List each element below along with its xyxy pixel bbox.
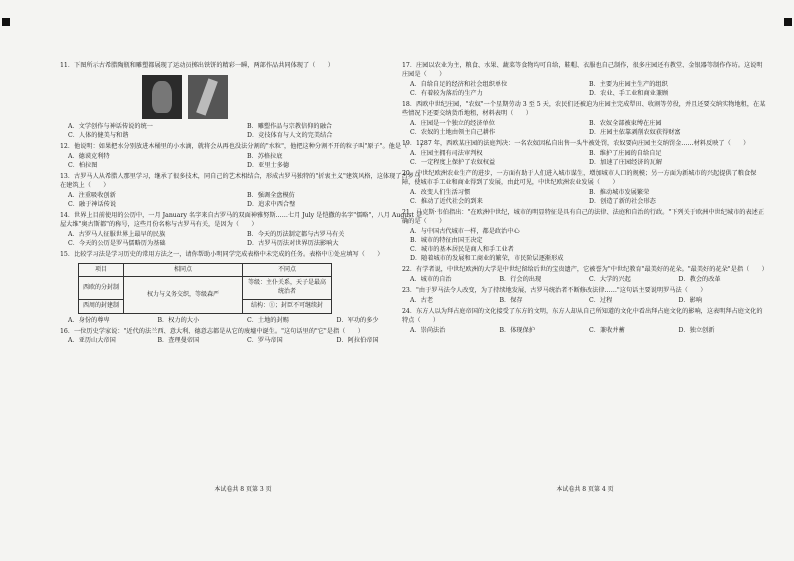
question-stem: 24．东方人以为拜占庭帝国的文化接受了东方的文明，东方人却从自己所知道的文化中看出拜占庭文化的影响，这表明拜占庭文化的特点（ ） [402,307,763,324]
corner-mark [2,18,10,26]
answer-option: B．城市的特征由国王决定 [410,236,483,244]
option-list [68,231,426,249]
right-page [402,62,768,338]
table-cell: 西欧的分封制 [79,277,124,299]
left-page-footer: 本试卷共 8 页第 3 页 [214,486,272,493]
option-list [410,228,768,264]
option-list [68,123,426,141]
question-stem: 13．古罗马人从希腊人那里学习，继承了很多技术，同自己的艺术相结合，形成古罗马独特的"折衷主义"建筑风格，这体现了古罗马在建筑上（ ） [60,172,421,189]
option-list [410,120,768,138]
answer-option: B．体现保护 [499,326,535,334]
answer-option: D．教会的改革 [678,275,721,283]
answer-option: B．保存 [499,296,523,304]
table-cell: 西周的封建制 [79,299,124,313]
answer-option: B．行会的出现 [499,275,542,283]
question-right-2 [402,140,768,168]
question-left-4 [60,251,426,326]
option-list [68,337,426,346]
answer-option: A．古罗马人征服世界上最早的民族 [68,230,166,238]
answer-option: C．人体的健美与和谐 [68,131,129,139]
comparison-table [78,263,332,314]
answer-option: B．权力的大小 [157,316,200,324]
right-page-footer: 本试卷共 8 页第 4 页 [556,486,614,493]
answer-option: A．崇尚法治 [410,326,446,334]
answer-option: D．古罗马历法对世界历法影响大 [247,239,339,247]
question-stem: 23．"由于罗马法令人改变，为了持续地发展，古罗马统治者不断修改法律……"这句话主要说明罗马法（ ） [402,286,707,294]
table-row [79,277,332,299]
option-list [68,192,426,210]
answer-option: A．改变人们生活习惯 [410,188,471,196]
question-left-2 [60,173,426,210]
answer-option: D．阿拉伯帝国 [336,337,379,345]
answer-option: C．城市的基本居民是商人和手工业者 [410,245,514,253]
answer-option: A．庄园主拥有司法审判权 [410,149,483,157]
question-stem: 12．他说明：如果把水分别放进木桶里的小水滴，就将会从再也没法分割的"水粒"，他把这种分割不开的粒子叫"原子"。他是（ ） [60,142,426,150]
answer-option: C．推动了近代社会的到来 [410,197,483,205]
answer-option: A．德谟克利特 [68,152,110,160]
answer-option: A．身份的尊卑 [68,316,110,324]
answer-option: A．庄园是一个独立的经济单位 [410,119,495,127]
question-right-0 [402,62,768,99]
corner-mark [784,18,792,26]
option-list [410,150,768,168]
question-right-3 [402,170,768,207]
answer-option: A．自给自足的经济和社会组织单位 [410,80,508,88]
question-left-3 [60,212,426,249]
answer-option: C．有着较为落后的生产力 [410,89,483,97]
discus-statue-image [188,75,228,119]
answer-option: D．亚里士多德 [247,161,290,169]
answer-option: D．加速了庄园经济的瓦解 [589,158,663,166]
answer-option: B．查理曼帝国 [157,337,200,345]
answer-option: D．庄园主依靠剥削农奴获得财富 [589,128,681,136]
option-list [410,189,768,207]
option-list [68,153,426,171]
answer-option: C．兼收并蓄 [589,326,625,334]
question-right-7 [402,308,768,336]
question-stem: 22．有学者说，中世纪欧洲的大学是中世纪留给后世的宝贵遗产，它被誉为"中世纪教育"最美好的花朵。"最美好的花朵"是指（ ） [402,265,768,273]
answer-option: C．农奴的土地由领主自己耕作 [410,128,496,136]
option-list [410,81,768,99]
question-stem: 14．世界上目前使用的公历中，一月 January 名字来自古罗马的双面神雅努斯……七月 July 是恺撒的名字"儒略"，八月 August 是屋大维"奥古斯都"的称号，这些月份名称与古罗马有关，是因为（ ） [60,211,423,228]
answer-option: A．注重吸收创新 [68,191,116,199]
answer-option: D．竞技体育与人文的完美结合 [247,131,333,139]
answer-option: A．亚历山大帝国 [68,337,116,345]
table-cell: 等级：主仆关系，天子是最高统治者 [243,277,332,299]
answer-option: B．农奴全部被束缚在庄园 [589,119,662,127]
question-stem: 15．比较学习法是学习历史的常用方法之一，请你帮助小明同学完成表格中未完成的任务。表格中①处应填写（ ） [60,250,384,258]
question-stem: 21．马克斯·韦伯指出："在欧洲中世纪，城市的明显特征是具有自己的法律、法庭和自治的行政。"下列关于欧洲中世纪城市的表述正确的是（ ） [402,208,765,225]
option-list [410,297,768,306]
answer-option: B．雕塑作品与宗教信仰的融合 [247,122,332,130]
table-header: 不同点 [243,263,332,277]
answer-option: C．柏拉图 [68,161,98,169]
question-right-5 [402,266,768,285]
answer-option: D．创造了新的社会形态 [589,197,656,205]
answer-option: A．与中国古代城市一样，都是政治中心 [410,227,520,235]
answer-option: C．大学的兴起 [589,275,631,283]
option-list [410,276,768,285]
answer-option: B．主要为庄园主生产的组织 [589,80,668,88]
answer-option: B．苏格拉底 [247,152,283,160]
answer-option: A．古老 [410,296,434,304]
answer-option: B．今天的历法制定都与古罗马有关 [247,230,345,238]
option-list [410,327,768,336]
answer-option: C．融于神话传说 [68,200,117,208]
answer-option: D．农业、手工业和商业兼顾 [589,89,669,97]
question-right-4 [402,209,768,264]
question-images [142,75,426,119]
answer-option: A．文学创作与神话传说的统一 [68,122,153,130]
answer-option: C．罗马帝国 [247,337,283,345]
answer-option: D．影响 [678,296,703,304]
question-stem: 18．西欧中世纪庄园，"农奴"一个星期劳动 3 至 5 天，农民们还被迫为庄园主完成犁田、收割等劳役，并且还要交纳实物地租，在某些情况下还要交纳货币地租，材料表明（ ） [402,100,766,117]
answer-option: D．军功的多少 [336,316,379,324]
question-stem: 17．庄园以农业为主，粮食、水果、蔬菜等食物均可自给，鞋帽、衣服也自己制作，很多庄园还有教堂、金银器等制作作坊。这说明庄园是（ ） [402,62,763,78]
answer-option: C．一定程度上保护了农奴权益 [410,158,496,166]
answer-option: B．维护了庄园的自给自足 [589,149,662,157]
question-stem: 11．下图所示古希腊陶瓶和雕塑都展现了运动员掷出铁饼的精彩一瞬，两部作品共同体现了（ ） [60,62,334,69]
answer-option: C．过程 [589,296,613,304]
table-header: 项目 [79,263,124,277]
table-header: 相同点 [124,263,243,277]
question-stem: 20．中世纪欧洲农业生产的进步，一方面有助于人们进入城市谋生，增加城市人口的规模；另一方面为新城市的兴起提供了粮食保障，使城市手工业和商业得到了发展，由此可见，中世纪欧洲农业发展（ ） [402,169,757,186]
question-right-1 [402,101,768,138]
left-page [60,62,426,348]
table-cell: 结构：①；封臣不可继续封 [243,299,332,313]
answer-option: B．强调全盘模仿 [247,191,295,199]
table-cell: 权力与义务交织，等级森严 [124,277,243,313]
answer-option: B．推动城市发展繁荣 [589,188,650,196]
answer-option: A．城市的自治 [410,275,452,283]
answer-option: C．土地的封赐 [247,316,289,324]
question-left-5 [60,328,426,347]
vase-image [142,75,182,119]
question-right-6 [402,287,768,306]
question-stem: 16．一位历史学家说："近代的法兰西、意大利、德意志都是从它的废墟中诞生。"这句话里的"它"是指（ ） [60,327,364,335]
question-left-1 [60,143,426,171]
answer-option: D．独立创新 [678,326,715,334]
question-stem: 19．1287 年，西欧某庄园的法庭判决：一名农奴因私自出售一头牛被处罚，农奴要向庄园主交纳罚金……材料反映了（ ） [402,139,750,147]
answer-option: D．追求中西合璧 [247,200,296,208]
question-left-0 [60,62,426,141]
answer-option: C．今天的公历是罗马儒略历为基础 [68,239,166,247]
answer-option: D．随着城市的发展和工商业的繁荣，市民阶层逐渐形成 [410,254,564,262]
option-list [68,317,426,326]
